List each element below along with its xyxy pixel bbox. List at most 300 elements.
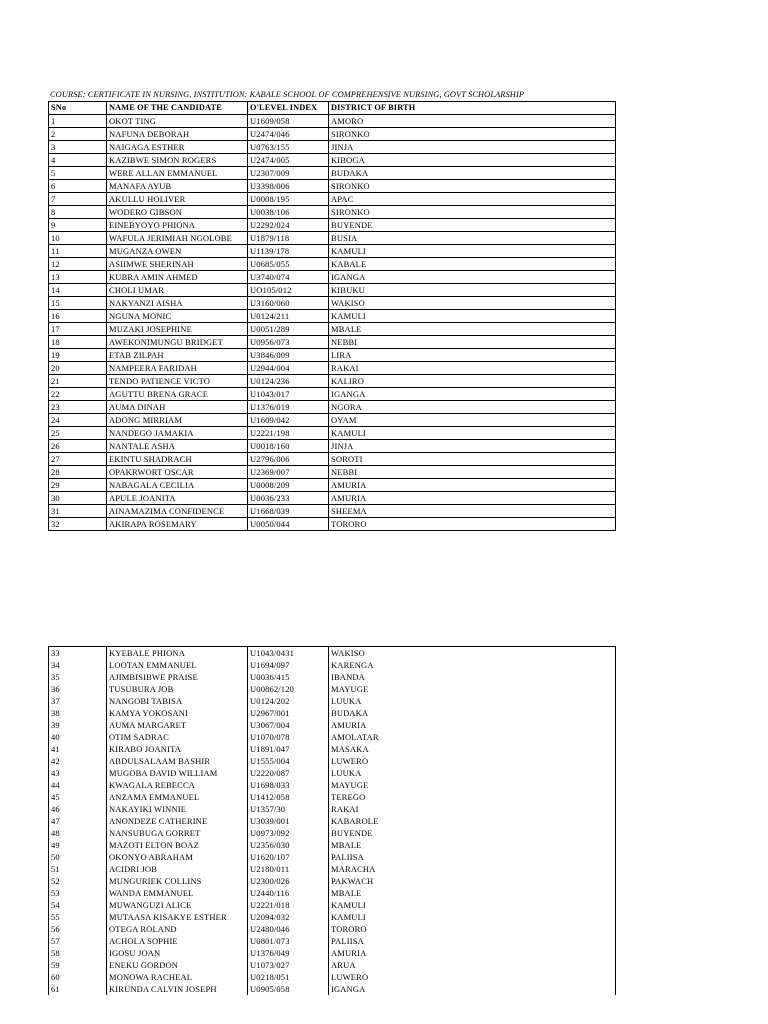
cell-sno: 26 xyxy=(49,440,107,453)
cell-candidate-name: ENEKU GORDON xyxy=(107,959,248,971)
table-row xyxy=(49,803,616,815)
cell-olevel-index: U2292/024 xyxy=(248,219,329,232)
cell-olevel-index: U0685/055 xyxy=(248,258,329,271)
cell-sno: 42 xyxy=(49,755,107,767)
table-row xyxy=(49,707,616,719)
cell-district: SIRONKO xyxy=(329,128,616,141)
cell-candidate-name: NAKYANZI AISHA xyxy=(107,297,248,310)
cell-district: IGANGA xyxy=(329,271,616,284)
cell-candidate-name: NANTALE ASHA xyxy=(107,440,248,453)
cell-candidate-name: OTIM SADRAC xyxy=(107,731,248,743)
cell-sno: 1 xyxy=(49,115,107,128)
cell-sno: 56 xyxy=(49,923,107,935)
table-row xyxy=(49,743,616,755)
cell-district: MAYUGE xyxy=(329,779,616,791)
cell-district: LUWERO xyxy=(329,755,616,767)
cell-olevel-index: U2944/004 xyxy=(248,362,329,375)
cell-sno: 37 xyxy=(49,695,107,707)
cell-candidate-name: NGUNA MONIC xyxy=(107,310,248,323)
cell-district: RAKAI xyxy=(329,362,616,375)
cell-sno: 11 xyxy=(49,245,107,258)
cell-olevel-index: U2474/046 xyxy=(248,128,329,141)
cell-olevel-index: U1698/033 xyxy=(248,779,329,791)
cell-sno: 24 xyxy=(49,414,107,427)
cell-district: OYAM xyxy=(329,414,616,427)
cell-district: AMOLATAR xyxy=(329,731,616,743)
cell-sno: 8 xyxy=(49,206,107,219)
table-row xyxy=(49,388,616,401)
cell-olevel-index: U3846/009 xyxy=(248,349,329,362)
cell-olevel-index: U2307/009 xyxy=(248,167,329,180)
cell-olevel-index: U0008/195 xyxy=(248,193,329,206)
cell-candidate-name: KUBRA AMIN AHMED xyxy=(107,271,248,284)
cell-sno: 34 xyxy=(49,659,107,671)
table-row xyxy=(49,983,616,995)
table-row xyxy=(49,427,616,440)
cell-sno: 57 xyxy=(49,935,107,947)
cell-candidate-name: ADONG MIRRIAM xyxy=(107,414,248,427)
cell-sno: 30 xyxy=(49,492,107,505)
cell-district: SHEEMA xyxy=(329,505,616,518)
cell-candidate-name: MUGANZA OWEN xyxy=(107,245,248,258)
cell-olevel-index: U0051/289 xyxy=(248,323,329,336)
cell-olevel-index: U2180/011 xyxy=(248,863,329,875)
table-row xyxy=(49,695,616,707)
cell-candidate-name: NABAGALA CECILIA xyxy=(107,479,248,492)
table-row xyxy=(49,779,616,791)
cell-olevel-index: U0008/209 xyxy=(248,479,329,492)
cell-district: MAYUGE xyxy=(329,683,616,695)
cell-olevel-index: U2221/198 xyxy=(248,427,329,440)
table-row xyxy=(49,401,616,414)
table-row xyxy=(49,375,616,388)
cell-olevel-index: U1139/178 xyxy=(248,245,329,258)
cell-olevel-index: U0038/106 xyxy=(248,206,329,219)
cell-candidate-name: EKINTU SHADRACH xyxy=(107,453,248,466)
table-row xyxy=(49,875,616,887)
cell-olevel-index: U2796/006 xyxy=(248,453,329,466)
table-row xyxy=(49,719,616,731)
cell-olevel-index: U0763/155 xyxy=(248,141,329,154)
table-row xyxy=(49,947,616,959)
cell-sno: 58 xyxy=(49,947,107,959)
table-row xyxy=(49,258,616,271)
cell-district: MASAKA xyxy=(329,743,616,755)
header-sno: SNo xyxy=(49,102,107,115)
cell-candidate-name: TUSUBURA JOB xyxy=(107,683,248,695)
table-row xyxy=(49,245,616,258)
cell-district: NGORA xyxy=(329,401,616,414)
cell-district: BUDAKA xyxy=(329,167,616,180)
table-row xyxy=(49,959,616,971)
cell-district: PALIISA xyxy=(329,851,616,863)
cell-candidate-name: ANONDEZE CATHERINE xyxy=(107,815,248,827)
cell-candidate-name: MUWANGUZI ALICE xyxy=(107,899,248,911)
table-row xyxy=(49,180,616,193)
table-row xyxy=(49,755,616,767)
table-row xyxy=(49,453,616,466)
cell-sno: 31 xyxy=(49,505,107,518)
cell-district: KAMULI xyxy=(329,427,616,440)
cell-candidate-name: AINAMAZIMA CONFIDENCE xyxy=(107,505,248,518)
cell-sno: 48 xyxy=(49,827,107,839)
cell-candidate-name: NANSUBUGA GORRET xyxy=(107,827,248,839)
cell-candidate-name: KIRUNDA CALVIN JOSEPH xyxy=(107,983,248,995)
cell-olevel-index: U1620/107 xyxy=(248,851,329,863)
cell-district: KAMULI xyxy=(329,911,616,923)
cell-district: APAC xyxy=(329,193,616,206)
cell-district: KIBUKU xyxy=(329,284,616,297)
cell-sno: 28 xyxy=(49,466,107,479)
table-row xyxy=(49,219,616,232)
cell-sno: 13 xyxy=(49,271,107,284)
cell-district: ARUA xyxy=(329,959,616,971)
table-row xyxy=(49,923,616,935)
cell-candidate-name: CHOLI UMAR xyxy=(107,284,248,297)
cell-olevel-index: U2094/032 xyxy=(248,911,329,923)
cell-district: BUYENDE xyxy=(329,219,616,232)
cell-olevel-index: U0050/044 xyxy=(248,518,329,531)
cell-district: MBALE xyxy=(329,323,616,336)
cell-olevel-index: U1891/047 xyxy=(248,743,329,755)
cell-olevel-index: U1609/058 xyxy=(248,115,329,128)
cell-olevel-index: U1412/058 xyxy=(248,791,329,803)
cell-olevel-index: U1043/0431 xyxy=(248,647,329,660)
cell-sno: 41 xyxy=(49,743,107,755)
cell-sno: 60 xyxy=(49,971,107,983)
cell-candidate-name: AWEKONIMUNGU BRIDGET xyxy=(107,336,248,349)
cell-olevel-index: U2300/026 xyxy=(248,875,329,887)
header-index: O'LEVEL INDEX xyxy=(248,102,329,115)
cell-candidate-name: MONOWA RACHEAL xyxy=(107,971,248,983)
cell-district: TORORO xyxy=(329,518,616,531)
cell-district: TEREGO xyxy=(329,791,616,803)
cell-olevel-index: U0018/160 xyxy=(248,440,329,453)
cell-sno: 5 xyxy=(49,167,107,180)
cell-candidate-name: AGUTTU BRENA GRACE xyxy=(107,388,248,401)
table-row xyxy=(49,297,616,310)
table-row xyxy=(49,154,616,167)
cell-district: KAMULI xyxy=(329,310,616,323)
cell-olevel-index: U3398/006 xyxy=(248,180,329,193)
cell-sno: 18 xyxy=(49,336,107,349)
cell-sno: 43 xyxy=(49,767,107,779)
table-row xyxy=(49,731,616,743)
cell-olevel-index: U3039/001 xyxy=(248,815,329,827)
cell-candidate-name: NAKAYIKI WINNIE xyxy=(107,803,248,815)
cell-olevel-index: U2474/005 xyxy=(248,154,329,167)
cell-sno: 9 xyxy=(49,219,107,232)
cell-district: KABAROLE xyxy=(329,815,616,827)
cell-sno: 23 xyxy=(49,401,107,414)
cell-sno: 33 xyxy=(49,647,107,660)
cell-candidate-name: OTEGA ROLAND xyxy=(107,923,248,935)
cell-district: LUUKA xyxy=(329,767,616,779)
table-row xyxy=(49,647,616,660)
cell-district: NEBBI xyxy=(329,466,616,479)
cell-district: KABALE xyxy=(329,258,616,271)
cell-district: LUWERO xyxy=(329,971,616,983)
cell-olevel-index: UO105/012 xyxy=(248,284,329,297)
cell-candidate-name: WANDA EMMANUEL xyxy=(107,887,248,899)
cell-sno: 39 xyxy=(49,719,107,731)
cell-olevel-index: U0956/073 xyxy=(248,336,329,349)
cell-candidate-name: OPAKRWORT OSCAR xyxy=(107,466,248,479)
cell-candidate-name: AJIMBISIBWE PRAISE xyxy=(107,671,248,683)
cell-sno: 27 xyxy=(49,453,107,466)
table-row xyxy=(49,518,616,531)
cell-sno: 47 xyxy=(49,815,107,827)
cell-olevel-index: U3740/074 xyxy=(248,271,329,284)
table-row xyxy=(49,167,616,180)
table-row xyxy=(49,128,616,141)
cell-candidate-name: AKULLU HOLIVER xyxy=(107,193,248,206)
cell-sno: 54 xyxy=(49,899,107,911)
cell-olevel-index: U2369/007 xyxy=(248,466,329,479)
cell-district: BUSIA xyxy=(329,232,616,245)
cell-candidate-name: AUMA DINAH xyxy=(107,401,248,414)
cell-olevel-index: U2356/030 xyxy=(248,839,329,851)
table-row xyxy=(49,887,616,899)
cell-olevel-index: U2440/116 xyxy=(248,887,329,899)
cell-sno: 52 xyxy=(49,875,107,887)
cell-sno: 35 xyxy=(49,671,107,683)
cell-olevel-index: U2220/087 xyxy=(248,767,329,779)
cell-olevel-index: U0905/058 xyxy=(248,983,329,995)
cell-olevel-index: U1073/027 xyxy=(248,959,329,971)
cell-sno: 25 xyxy=(49,427,107,440)
table-row xyxy=(49,479,616,492)
table-row xyxy=(49,863,616,875)
cell-candidate-name: MUZAKI JOSEPHINE xyxy=(107,323,248,336)
cell-candidate-name: MUTAASA KISAKYE ESTHER xyxy=(107,911,248,923)
cell-olevel-index: U0036/415 xyxy=(248,671,329,683)
cell-sno: 50 xyxy=(49,851,107,863)
cell-sno: 44 xyxy=(49,779,107,791)
cell-candidate-name: APULE JOANITA xyxy=(107,492,248,505)
cell-candidate-name: ABDULSALAAM BASHIR xyxy=(107,755,248,767)
cell-olevel-index: U1879/118 xyxy=(248,232,329,245)
cell-sno: 53 xyxy=(49,887,107,899)
cell-sno: 36 xyxy=(49,683,107,695)
cell-candidate-name: AUMA MARGARET xyxy=(107,719,248,731)
cell-candidate-name: ACHOLA SOPHIE xyxy=(107,935,248,947)
cell-olevel-index: U0973/092 xyxy=(248,827,329,839)
cell-district: AMURIA xyxy=(329,492,616,505)
cell-district: PAKWACH xyxy=(329,875,616,887)
cell-sno: 21 xyxy=(49,375,107,388)
cell-candidate-name: WERE ALLAN EMMANUEL xyxy=(107,167,248,180)
candidates-table-top xyxy=(48,101,616,531)
cell-olevel-index: U2480/046 xyxy=(248,923,329,935)
cell-sno: 14 xyxy=(49,284,107,297)
cell-district: MBALE xyxy=(329,839,616,851)
cell-candidate-name: MANAFA AYUB xyxy=(107,180,248,193)
table-row xyxy=(49,440,616,453)
table-row xyxy=(49,851,616,863)
table-row xyxy=(49,232,616,245)
cell-olevel-index: U0801/073 xyxy=(248,935,329,947)
cell-candidate-name: KYEBALE PHIONA xyxy=(107,647,248,660)
cell-sno: 16 xyxy=(49,310,107,323)
cell-district: TORORO xyxy=(329,923,616,935)
cell-sno: 6 xyxy=(49,180,107,193)
cell-candidate-name: WODERO GIBSON xyxy=(107,206,248,219)
cell-olevel-index: U0124/236 xyxy=(248,375,329,388)
table-row xyxy=(49,310,616,323)
table-row xyxy=(49,336,616,349)
cell-district: SOROTI xyxy=(329,453,616,466)
header-district: DISTRICT OF BIRTH xyxy=(329,102,616,115)
table-row xyxy=(49,827,616,839)
cell-sno: 15 xyxy=(49,297,107,310)
cell-olevel-index: U3160/060 xyxy=(248,297,329,310)
cell-district: BUDAKA xyxy=(329,707,616,719)
cell-candidate-name: NANGOBI TABISA xyxy=(107,695,248,707)
cell-district: IGANGA xyxy=(329,983,616,995)
cell-sno: 46 xyxy=(49,803,107,815)
table-row xyxy=(49,911,616,923)
cell-candidate-name: OKOT TING xyxy=(107,115,248,128)
cell-district: AMURIA xyxy=(329,479,616,492)
cell-district: PALIISA xyxy=(329,935,616,947)
cell-district: BUYENDE xyxy=(329,827,616,839)
cell-olevel-index: U1609/042 xyxy=(248,414,329,427)
table-row xyxy=(49,767,616,779)
table-row xyxy=(49,466,616,479)
cell-sno: 3 xyxy=(49,141,107,154)
cell-candidate-name: AKIRAPA ROSEMARY xyxy=(107,518,248,531)
cell-candidate-name: ETAB ZILPAH xyxy=(107,349,248,362)
table-row xyxy=(49,971,616,983)
cell-sno: 55 xyxy=(49,911,107,923)
cell-candidate-name: NAIGAGA ESTHER xyxy=(107,141,248,154)
cell-district: KARENGA xyxy=(329,659,616,671)
cell-district: NEBBI xyxy=(329,336,616,349)
cell-olevel-index: U0124/211 xyxy=(248,310,329,323)
cell-olevel-index: U1694/097 xyxy=(248,659,329,671)
table-row xyxy=(49,899,616,911)
cell-sno: 38 xyxy=(49,707,107,719)
table-row xyxy=(49,115,616,128)
table-row xyxy=(49,414,616,427)
table-row xyxy=(49,935,616,947)
cell-district: KAMULI xyxy=(329,899,616,911)
cell-district: KIBOGA xyxy=(329,154,616,167)
cell-candidate-name: KWAGALA REBECCA xyxy=(107,779,248,791)
cell-sno: 12 xyxy=(49,258,107,271)
cell-candidate-name: MAZOTI ELTON BOAZ xyxy=(107,839,248,851)
cell-district: AMURIA xyxy=(329,947,616,959)
cell-district: MARACHA xyxy=(329,863,616,875)
cell-district: WAKISO xyxy=(329,297,616,310)
table-row xyxy=(49,815,616,827)
cell-sno: 4 xyxy=(49,154,107,167)
table-row xyxy=(49,505,616,518)
cell-olevel-index: U00862/120 xyxy=(248,683,329,695)
cell-candidate-name: NANDEGO JAMAKIA xyxy=(107,427,248,440)
cell-olevel-index: U1357/30 xyxy=(248,803,329,815)
table-row xyxy=(49,349,616,362)
cell-candidate-name: KAMYA YOKOSANI xyxy=(107,707,248,719)
cell-sno: 40 xyxy=(49,731,107,743)
cell-olevel-index: U1376/019 xyxy=(248,401,329,414)
cell-candidate-name: LOOTAN EMMANUEL xyxy=(107,659,248,671)
cell-candidate-name: MUGOBA DAVID WILLIAM xyxy=(107,767,248,779)
cell-candidate-name: WAFULA JERIMIAH NGOLOBE xyxy=(107,232,248,245)
cell-olevel-index: U1555/004 xyxy=(248,755,329,767)
cell-sno: 19 xyxy=(49,349,107,362)
cell-sno: 7 xyxy=(49,193,107,206)
header-row xyxy=(49,102,616,115)
cell-district: JINJA xyxy=(329,141,616,154)
table-row xyxy=(49,659,616,671)
cell-sno: 49 xyxy=(49,839,107,851)
cell-district: AMURIA xyxy=(329,719,616,731)
cell-sno: 22 xyxy=(49,388,107,401)
cell-candidate-name: KAZIBWE SIMON ROGERS xyxy=(107,154,248,167)
cell-district: LUUKA xyxy=(329,695,616,707)
cell-district: AMORO xyxy=(329,115,616,128)
cell-candidate-name: KIRABO JOANITA xyxy=(107,743,248,755)
cell-olevel-index: U0036/233 xyxy=(248,492,329,505)
cell-district: RAKAI xyxy=(329,803,616,815)
table-row xyxy=(49,206,616,219)
cell-district: WAKISO xyxy=(329,647,616,660)
cell-olevel-index: U0124/202 xyxy=(248,695,329,707)
cell-sno: 2 xyxy=(49,128,107,141)
cell-candidate-name: TENDO PATIENCE VICTO xyxy=(107,375,248,388)
cell-sno: 29 xyxy=(49,479,107,492)
cell-olevel-index: U2967/001 xyxy=(248,707,329,719)
cell-district: SIRONKO xyxy=(329,180,616,193)
cell-district: IBANDA xyxy=(329,671,616,683)
table-row xyxy=(49,492,616,505)
cell-district: LIRA xyxy=(329,349,616,362)
cell-candidate-name: ACIDRI JOB xyxy=(107,863,248,875)
table-row xyxy=(49,671,616,683)
table-row xyxy=(49,839,616,851)
cell-olevel-index: U3067/004 xyxy=(248,719,329,731)
cell-district: KAMULI xyxy=(329,245,616,258)
cell-candidate-name: MUNGURIEK COLLINS xyxy=(107,875,248,887)
cell-sno: 45 xyxy=(49,791,107,803)
cell-olevel-index: U0218/051 xyxy=(248,971,329,983)
cell-sno: 20 xyxy=(49,362,107,375)
cell-candidate-name: NAMPEERA FARIDAH xyxy=(107,362,248,375)
cell-olevel-index: U1043/017 xyxy=(248,388,329,401)
cell-candidate-name: EINEBYOYO PHIONA xyxy=(107,219,248,232)
cell-olevel-index: U2221/018 xyxy=(248,899,329,911)
table-row xyxy=(49,362,616,375)
cell-candidate-name: ASIIMWE SHERINAH xyxy=(107,258,248,271)
table-row xyxy=(49,271,616,284)
cell-sno: 32 xyxy=(49,518,107,531)
table-row xyxy=(49,141,616,154)
cell-district: JINJA xyxy=(329,440,616,453)
cell-sno: 61 xyxy=(49,983,107,995)
cell-candidate-name: NAFUNA DEBORAH xyxy=(107,128,248,141)
candidates-table-bottom xyxy=(48,646,616,995)
cell-district: SIRONKO xyxy=(329,206,616,219)
table-row xyxy=(49,284,616,297)
table-row xyxy=(49,323,616,336)
course-title: COURSE: CERTIFICATE IN NURSING, INSTITUTION: KABALE SCHOOL OF COMPREHENSIVE NURSING, GOVT SCHOLARSHIP xyxy=(50,90,525,99)
cell-sno: 59 xyxy=(49,959,107,971)
cell-olevel-index: U1376/049 xyxy=(248,947,329,959)
table-row xyxy=(49,791,616,803)
header-name: NAME OF THE CANDIDATE xyxy=(107,102,248,115)
